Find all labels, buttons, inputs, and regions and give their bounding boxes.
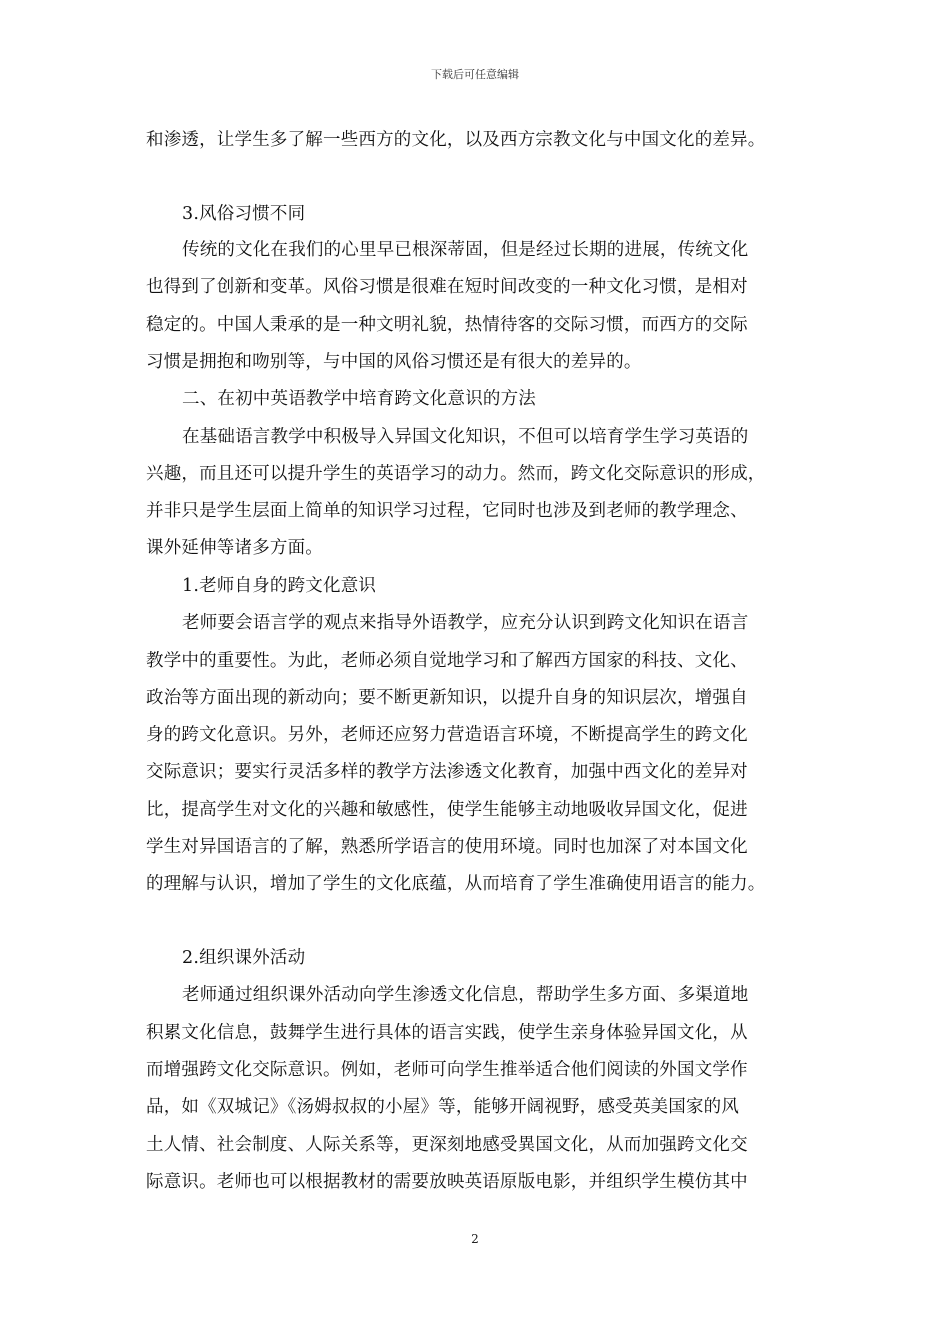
section-heading: 2.组织课外活动: [182, 948, 306, 968]
section-heading: 1.老师自身的跨文化意识: [182, 576, 377, 596]
section-heading: 3.风俗习惯不同: [182, 204, 306, 224]
paragraph-first-line: 老师要会语言学的观点来指导外语教学，应充分认识到跨文化知识在语言: [182, 613, 749, 633]
body-line: 交际意识；要实行灵活多样的教学方法渗透文化教育，加强中西文化的差异对: [146, 762, 748, 782]
body-line: 和渗透，让学生多了解一些西方的文化，以及西方宗教文化与中国文化的差异。: [146, 130, 766, 150]
body-line: 兴趣，而且还可以提升学生的英语学习的动力。然而，跨文化交际意识的形成，: [146, 464, 766, 484]
body-line: 的理解与认识，增加了学生的文化底蕴，从而培育了学生准确使用语言的能力。: [146, 874, 766, 894]
body-line: 际意识。老师也可以根据教材的需要放映英语原版电影，并组织学生模仿其中: [146, 1172, 748, 1192]
body-line: 教学中的重要性。为此，老师必须自觉地学习和了解西方国家的科技、文化、: [146, 651, 748, 671]
body-line: 习惯是拥抱和吻别等，与中国的风俗习惯还是有很大的差异的。: [146, 352, 642, 372]
body-line: 比，提高学生对文化的兴趣和敏感性，使学生能够主动地吸收异国文化，促进: [146, 800, 748, 820]
body-line: 而增强跨文化交际意识。例如，老师可向学生推举适合他们阅读的外国文学作: [146, 1060, 748, 1080]
paragraph-first-line: 老师通过组织课外活动向学生渗透文化信息，帮助学生多方面、多渠道地: [182, 985, 749, 1005]
body-line: 学生对异国语言的了解，熟悉所学语言的使用环境。同时也加深了对本国文化: [146, 837, 748, 857]
page-header: 下载后可任意编辑: [431, 68, 519, 81]
body-line: 也得到了创新和变革。风俗习惯是很难在短时间改变的一种文化习惯，是相对: [146, 277, 748, 297]
section-heading: 二、在初中英语教学中培育跨文化意识的方法: [182, 389, 536, 409]
body-line: 稳定的。中国人秉承的是一种文明礼貌，热情待客的交际习惯，而西方的交际: [146, 315, 748, 335]
body-line: 并非只是学生层面上简单的知识学习过程，它同时也涉及到老师的教学理念、: [146, 501, 748, 521]
page-number: 2: [471, 1232, 479, 1246]
body-line: 课外延伸等诸多方面。: [146, 538, 323, 558]
paragraph-first-line: 在基础语言教学中积极导入异国文化知识，不但可以培育学生学习英语的: [182, 427, 749, 447]
body-line: 积累文化信息，鼓舞学生进行具体的语言实践，使学生亲身体验异国文化，从: [146, 1023, 748, 1043]
paragraph-first-line: 传统的文化在我们的心里早已根深蒂固，但是经过长期的进展，传统文化: [182, 240, 749, 260]
body-line: 身的跨文化意识。另外，老师还应努力营造语言环境，不断提高学生的跨文化: [146, 725, 748, 745]
body-line: 土人情、社会制度、人际关系等，更深刻地感受異国文化，从而加强跨文化交: [146, 1135, 748, 1155]
body-line: 政治等方面出现的新动向；要不断更新知识，以提升自身的知识层次，增强自: [146, 688, 748, 708]
body-line: 品，如《双城记》《汤姆叔叔的小屋》等，能够开阔视野，感受英美国家的风: [146, 1097, 740, 1117]
